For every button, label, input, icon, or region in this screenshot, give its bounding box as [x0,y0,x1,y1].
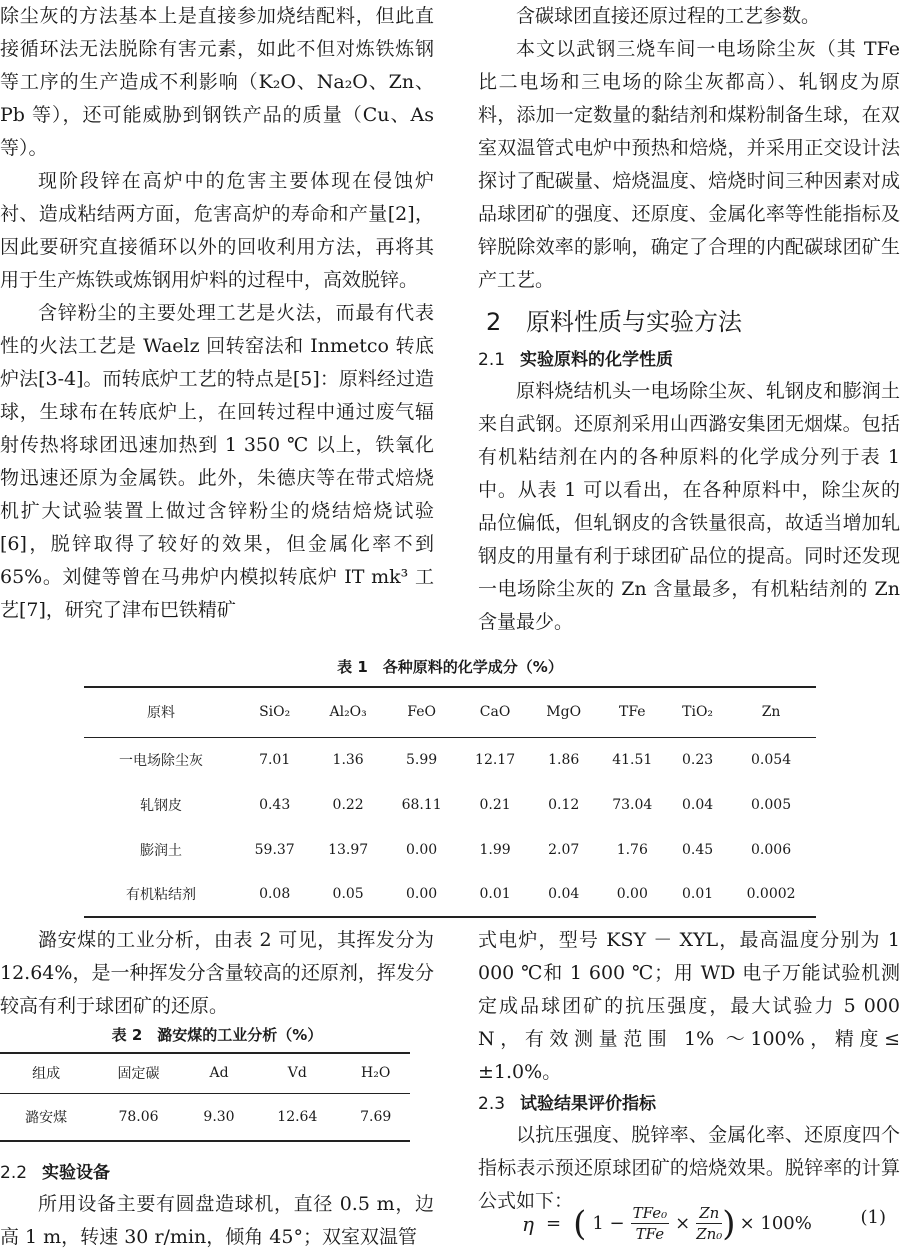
subsection-heading [478,1089,900,1119]
column-header: TiO₂ [682,704,714,721]
table1 [84,686,816,918]
table-cell: 1.99 [479,841,511,858]
table1-caption: 表 1 各种原料的化学成分（%） [337,658,563,676]
section-title: 原料性质与实验方法 [526,308,742,336]
section-heading [478,305,900,339]
paragraph: 除尘灰的方法基本上是直接参加烧结配料，但此直接循环法无法脱除有害元素，如此不但对炼铁炼钢等工序的生产造成不利影响（K₂O、Na₂O、Zn、Pb 等），还可能威胁到钢铁产品的质量（Cu、As 等）。 [0,5,434,159]
table-cell: 78.06 [118,1108,159,1125]
column-header: CaO [479,704,511,721]
paragraph: 原料烧结机头一电场除尘灰、轧钢皮和膨润土来自武钢。还原剂采用山西潞安集团无烟煤。包括有机粘结剂在内的各种原料的化学成分列于表 1 中。从表 1 可以看出，在各种原料中，除尘灰的品位偏低，但轧钢皮的含铁量很高，故适当增加轧钢皮的用量有利于球团矿品位的提高。同时还发现一电场除尘灰的 Zn 含量最多，有机粘结剂的 Zn 含量最少。 [478,380,900,633]
lower-left-column [0,924,434,1023]
table-cell: 0.00 [616,886,648,902]
denominator: TFe [635,1225,665,1243]
column-header: Ad [209,1065,229,1082]
lower-left-column-2 [0,1158,434,1254]
table-cell: 0.05 [332,886,364,902]
eta-symbol: η [522,1211,534,1236]
column-header: MgO [546,704,582,721]
paragraph: 以抗压强度、脱锌率、金属化率、还原度四个指标表示预还原球团矿的焙烧效果。脱锌率的计算公式如下： [478,1124,900,1212]
column-header: TFe [618,704,646,721]
table-cell: 68.11 [401,796,442,813]
table-cell: 0.22 [332,796,364,813]
column-header: 原料 [146,705,175,722]
table-cell: 7.01 [259,751,291,768]
column-header: H₂O [361,1065,391,1082]
paragraph: 含锌粉尘的主要处理工艺是火法，而最有代表性的火法工艺是 Waelz 回转窑法和 Inmetco 转底炉法[3-4]。而转底炉工艺的特点是[5]：原料经过造球，生球布在转底炉上，在回转过程中通过废气辐射传热将球团迅速加热到 1 350 ℃ 以上，铁氧化物迅速还原为金属铁。此外，朱德庆等在带式焙烧机扩大试验装置上做过含锌粉尘的烧结焙烧试验[6]，脱锌取得了较好的效果，但金属化率不到65%。刘健等曾在马弗炉内模拟转底炉 IT mk³ 工艺[7]，研究了津布巴铁精矿 [0,302,434,621]
table-cell: 0.00 [406,886,438,902]
table-row [84,827,816,872]
table-cell: 有机粘结剂 [125,887,196,903]
subsection-number: 2.1 [478,350,506,370]
table-cell: 0.006 [751,841,792,858]
times-sign: × [675,1213,691,1234]
table-cell: 0.005 [751,796,792,813]
fraction-tfe [631,1203,669,1244]
table-cell: 轧钢皮 [139,797,182,814]
equation [478,1195,900,1243]
table-cell: 0.00 [406,841,438,858]
section-number: 2 [486,308,502,336]
table-cell: 0.01 [479,886,511,902]
subsection-title: 实验设备 [42,1163,110,1183]
table-cell: 41.51 [612,751,653,768]
percent-term: × 100% [739,1213,812,1234]
table-cell: 0.21 [479,796,511,813]
paragraph: 式电炉，型号 KSY － XYL，最高温度分别为 1 000 ℃和 1 600 ℃；用 WD 电子万能试验机测定成品球团矿的抗压强度，最大试验力 5 000 N，有效测量范围 1% ～100%，精度≤ ±1.0%。 [478,929,900,1083]
table-cell: 0.04 [681,796,714,813]
table-cell: 59.37 [254,841,295,858]
lower-right-column [478,924,900,1218]
fraction-zn [696,1203,722,1244]
subsection-number: 2.3 [478,1094,506,1114]
table-cell: 0.0002 [746,886,796,902]
table2-caption: 表 2 潞安煤的工业分析（%） [111,1026,323,1044]
equals-sign: = [545,1213,562,1234]
table-row [84,782,816,827]
table-cell: 2.07 [548,841,580,858]
left-column [0,0,434,627]
subsection-heading [0,1158,434,1188]
table-header-row [0,1053,410,1093]
table-cell: 0.43 [259,796,291,813]
open-paren: ( [573,1203,587,1244]
column-header: 组成 [32,1066,61,1083]
table-cell: 1.86 [548,751,580,768]
table-cell: 0.45 [681,841,714,858]
paragraph: 所用设备主要有圆盘造球机，直径 0.5 m，边高 1 m，转速 30 r/min，倾角 45°；双室双温管 [0,1193,434,1248]
column-header: Zn [761,704,781,721]
table-cell: 1.76 [616,841,648,858]
subsection-number: 2.2 [0,1163,28,1183]
table-cell: 0.04 [548,886,580,902]
paragraph: 含碳球团直接还原过程的工艺参数。 [516,5,821,27]
numerator: Zn [696,1203,722,1224]
subsection-title: 实验原料的化学性质 [520,350,673,370]
subsection-heading [478,345,900,375]
one-minus: 1 − [592,1213,625,1234]
right-column [478,0,900,639]
table-cell: 12.17 [475,751,516,768]
paragraph: 潞安煤的工业分析，由表 2 可见，其挥发分为 12.64%，是一种挥发分含量较高的还原剂，挥发分较高有利于球团矿的还原。 [0,929,434,1017]
table-cell: 0.08 [259,886,291,902]
table-row [84,872,816,917]
table-cell: 0.01 [681,886,714,902]
table-cell: 1.36 [332,751,364,768]
table-cell: 73.04 [612,796,653,813]
table2 [0,1052,410,1142]
paragraph: 本文以武钢三烧车间一电场除尘灰（其 TFe 比二电场和三电场的除尘灰都高）、轧钢皮为原料，添加一定数量的黏结剂和煤粉制备生球，在双室双温管式电炉中预热和焙烧，并采用正交设计法探讨了配碳量、焙烧温度、焙烧时间三种因素对成品球团矿的强度、还原度、金属化率等性能指标及锌脱除效率的影响，确定了合理的内配碳球团矿生产工艺。 [478,38,900,291]
table-cell: 0.054 [751,751,792,768]
table-cell: 一电场除尘灰 [118,752,203,769]
table-row [0,1093,410,1141]
numerator: TFe₀ [632,1204,668,1222]
subsection-title: 试验结果评价指标 [520,1094,656,1114]
denominator: Zn₀ [696,1225,723,1243]
paragraph: 现阶段锌在高炉中的危害主要体现在侵蚀炉衬、造成粘结两方面，危害高炉的寿命和产量[2]，因此要研究直接循环以外的回收利用方法，再将其用于生产炼铁或炼钢用炉料的过程中，高效脱锌。 [0,170,434,291]
column-header: Al₂O₃ [329,704,367,721]
table-cell: 7.69 [360,1108,392,1125]
table-cell: 膨润土 [139,842,182,859]
table-cell: 12.64 [277,1108,318,1125]
equation-number: (1) [860,1207,886,1228]
column-header: FeO [407,704,436,721]
column-header: Vd [287,1065,307,1082]
table-cell: 0.23 [681,751,714,768]
table-cell: 0.12 [548,796,580,813]
table-cell: 潞安煤 [25,1109,68,1126]
column-header: 固定碳 [117,1066,160,1083]
close-paren: ) [722,1203,736,1244]
table-cell: 9.30 [203,1108,235,1125]
table-cell: 5.99 [406,751,438,768]
column-header: SiO₂ [259,704,291,721]
table-row [84,737,816,782]
table-cell: 13.97 [328,841,369,858]
table-header-row [84,687,816,737]
